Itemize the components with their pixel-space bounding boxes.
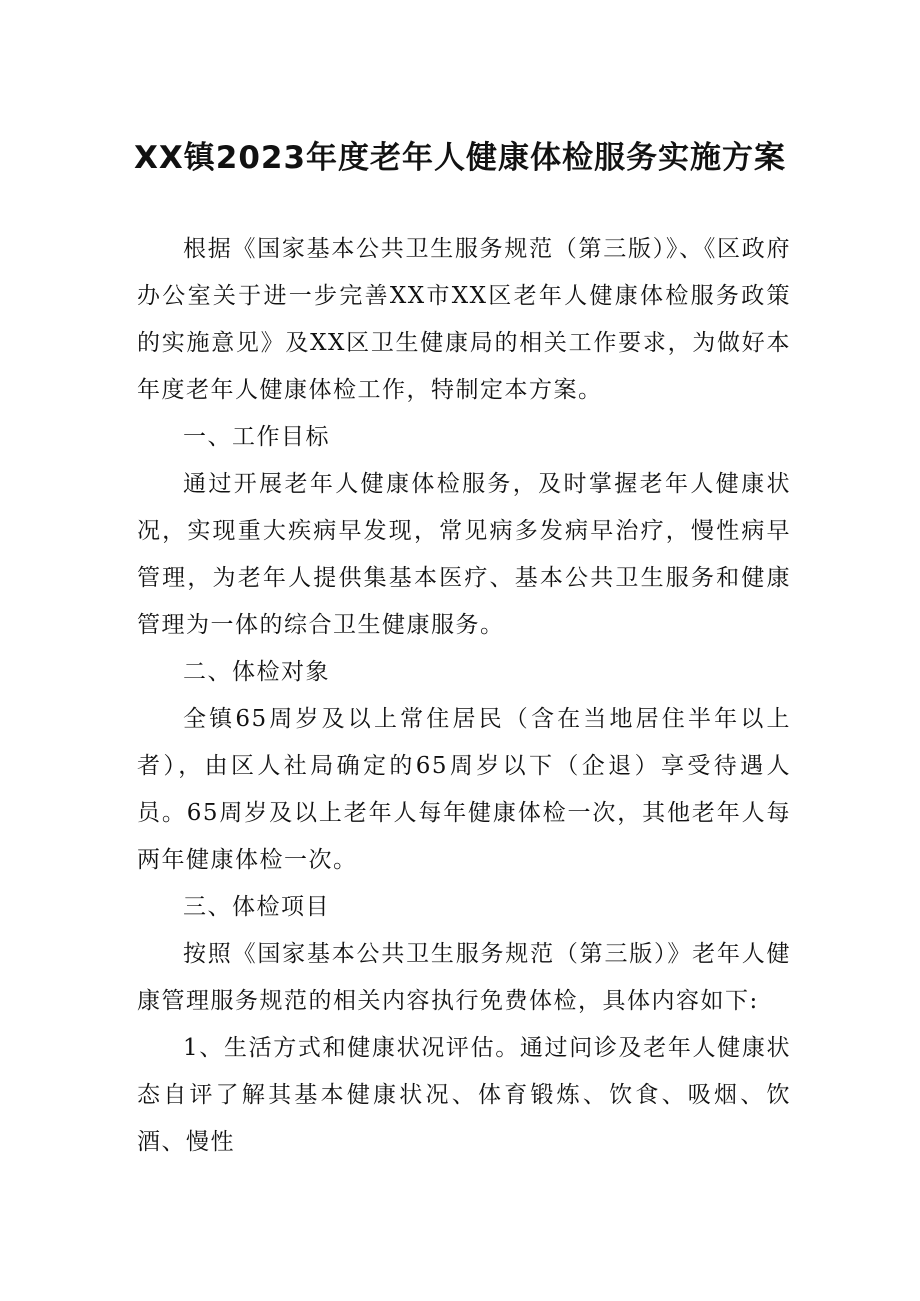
intro-paragraph: 根据《国家基本公共卫生服务规范（第三版）》、《区政府办公室关于进一步完善XX市XX区老年人健康体检服务政策的实施意见》及XX区卫生健康局的相关工作要求，为做好本年度老年人健康体检工作，特制定本方案。 [137, 236, 791, 403]
section-paragraph-work-goals: 通过开展老年人健康体检服务，及时掌握老年人健康状况，实现重大疾病早发现，常见病多发病早治疗，慢性病早管理，为老年人提供集基本医疗、基本公共卫生服务和健康管理为一体的综合卫生健康服务。 [137, 471, 791, 638]
document-body [137, 226, 791, 1166]
section-heading-exam-items: 三、体检项目 [183, 894, 330, 920]
section-heading-exam-targets: 二、体检对象 [183, 659, 330, 685]
section-heading-work-goals: 一、工作目标 [183, 424, 330, 450]
list-item-lifestyle-assessment: 1、生活方式和健康状况评估。通过问诊及老年人健康状态自评了解其基本健康状况、体育锻炼、饮食、吸烟、饮酒、慢性 [137, 1035, 791, 1155]
section-paragraph-exam-targets: 全镇65周岁及以上常住居民（含在当地居住半年以上者），由区人社局确定的65周岁以下（企退）享受待遇人员。65周岁及以上老年人每年健康体检一次，其他老年人每两年健康体检一次。 [137, 706, 791, 873]
section-paragraph-exam-items: 按照《国家基本公共卫生服务规范（第三版）》老年人健康管理服务规范的相关内容执行免费体检，具体内容如下: [137, 941, 791, 1014]
document-title: XX镇2023年度老年人健康体检服务实施方案 [133, 140, 787, 176]
